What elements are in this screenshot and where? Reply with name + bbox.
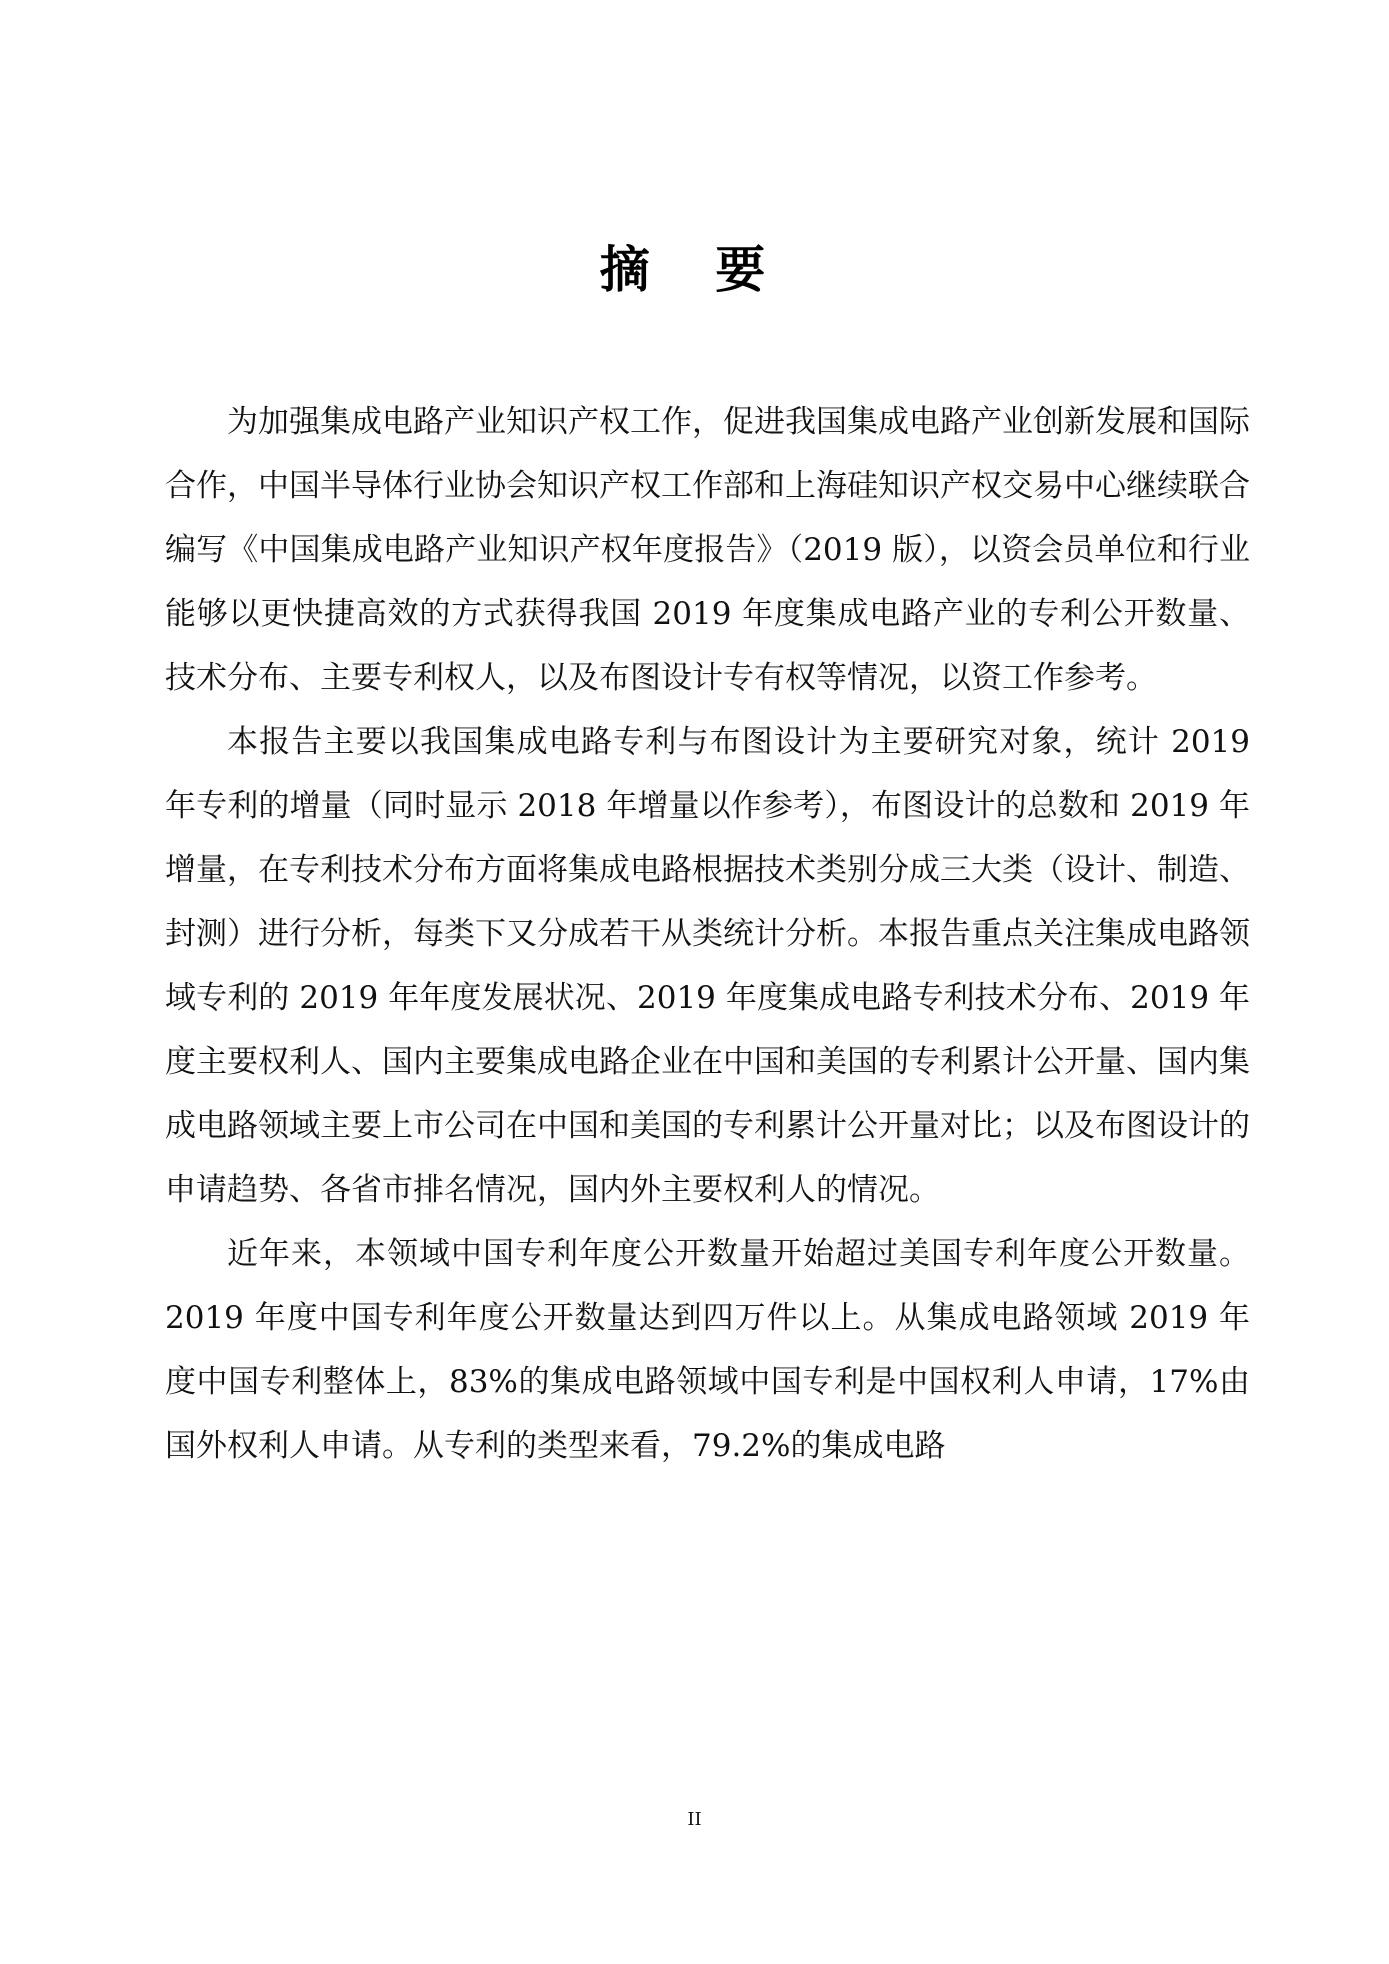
page-title: 摘 要	[599, 240, 790, 299]
abstract-body	[165, 390, 1250, 1478]
paragraph-2: 本报告主要以我国集成电路专利与布图设计为主要研究对象，统计 2019 年专利的增量（同时显示 2018 年增量以作参考），布图设计的总数和 2019 年增量，在专利技术分布方面将集成电路根据技术类别分成三大类（设计、制造、封测）进行分析，每类下又分成若干从类统计分析。本报告重点关注集成电路领域专利的 2019 年年度发展状况、2019 年度集成电路专利技术分布、2019 年度主要权利人、国内主要集成电路企业在中国和美国的专利累计公开量、国内集成电路领域主要上市公司在中国和美国的专利累计公开量对比；以及布图设计的申请趋势、各省市排名情况，国内外主要权利人的情况。	[165, 724, 1250, 1208]
paragraph-3: 近年来，本领域中国专利年度公开数量开始超过美国专利年度公开数量。2019 年度中国专利年度公开数量达到四万件以上。从集成电路领域 2019 年度中国专利整体上，83%的集成电路领域中国专利是中国权利人申请，17%由国外权利人申请。从专利的类型来看，79.2%的集成电路	[165, 1236, 1250, 1464]
page-number: II	[687, 1809, 702, 1830]
paragraph-1: 为加强集成电路产业知识产权工作，促进我国集成电路产业创新发展和国际合作，中国半导体行业协会知识产权工作部和上海硅知识产权交易中心继续联合编写《中国集成电路产业知识产权年度报告》（2019 版），以资会员单位和行业能够以更快捷高效的方式获得我国 2019 年度集成电路产业的专利公开数量、技术分布、主要专利权人，以及布图设计专有权等情况，以资工作参考。	[165, 404, 1250, 696]
